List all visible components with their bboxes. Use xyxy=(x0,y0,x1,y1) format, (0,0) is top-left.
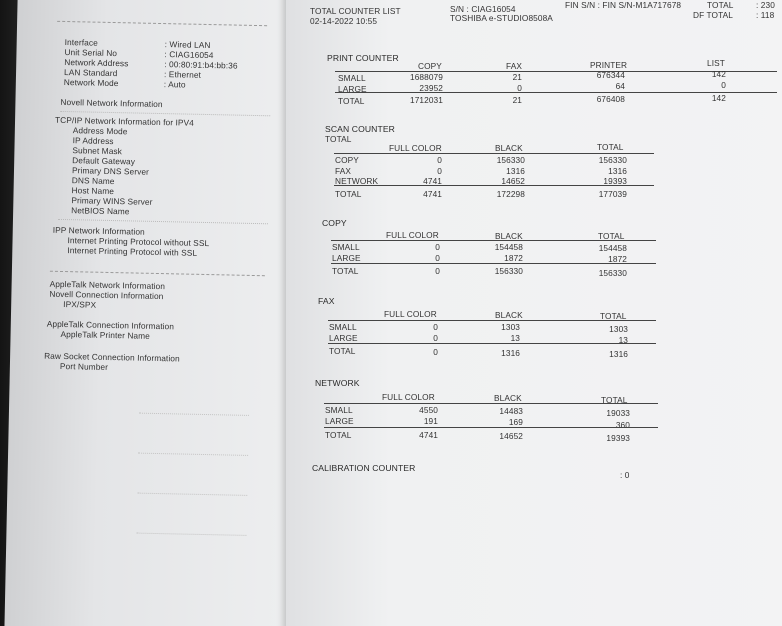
ipp-heading: IPP Network Information xyxy=(52,224,145,237)
row-label-total: TOTAL xyxy=(338,96,365,106)
tcpip-item: IP Address xyxy=(72,135,114,147)
cell-black: 1316 xyxy=(506,166,525,176)
column-header: FULL COLOR xyxy=(389,143,442,153)
appletalk-printer-label: AppleTalk Printer Name xyxy=(60,328,151,341)
cell-fullcolor: 4741 xyxy=(423,189,442,199)
copy-counter-title: COPY xyxy=(322,218,347,228)
cell-fax-large: 0 xyxy=(517,83,522,93)
cell-fullcolor: 191 xyxy=(423,416,438,426)
cell-fullcolor: 0 xyxy=(435,266,440,276)
cell-fullcolor: 0 xyxy=(437,166,442,176)
fin-serial: FIN S/N : FIN S/N-M1A717678 xyxy=(565,0,682,10)
cell-black: 169 xyxy=(508,417,523,427)
column-header: BLACK xyxy=(495,310,523,320)
novell-network-heading: Novell Network Information xyxy=(60,96,163,110)
cell-black: 1872 xyxy=(504,253,523,263)
tcpip-item: Address Mode xyxy=(72,125,128,137)
tcpip-item: Host Name xyxy=(71,185,115,197)
cell-copy-small: 1688079 xyxy=(409,72,443,82)
cell-fullcolor: 0 xyxy=(433,322,438,332)
row-label-fax: FAX xyxy=(335,166,351,176)
column-header: PRINTER xyxy=(590,60,628,70)
row-label-total: TOTAL xyxy=(335,189,362,199)
cell-total: 1316 xyxy=(608,166,627,176)
row-label-large: LARGE xyxy=(332,253,361,263)
field-value-network-mode: : Auto xyxy=(163,79,186,90)
cell-black: 172298 xyxy=(496,189,525,199)
field-value-lan-standard: : Ethernet xyxy=(163,69,202,80)
row-label-large: LARGE xyxy=(329,333,358,343)
scan-counter-subtitle: TOTAL xyxy=(325,134,352,144)
field-value-interface: : Wired LAN xyxy=(164,39,211,51)
row-label-total: TOTAL xyxy=(329,346,356,356)
cell-black: 14483 xyxy=(499,406,523,416)
cell-total: 19393 xyxy=(603,176,627,186)
network-counter-title: NETWORK xyxy=(315,378,360,388)
cell-total: 156330 xyxy=(598,268,627,278)
cell-total: 19393 xyxy=(606,433,630,443)
ipp-item: Internet Printing Protocol without SSL xyxy=(67,235,210,249)
column-header: FULL COLOR xyxy=(382,392,435,402)
cell-total: 177039 xyxy=(598,189,627,199)
serial-number: S/N : CIAG16054 xyxy=(450,4,516,14)
field-label-lan-standard: LAN Standard xyxy=(63,66,118,79)
cell-printer-large: 64 xyxy=(615,81,625,91)
row-label-network: NETWORK xyxy=(335,176,379,186)
raw-socket-heading: Raw Socket Connection Information xyxy=(44,350,180,364)
row-label-small: SMALL xyxy=(338,73,366,83)
row-label-small: SMALL xyxy=(325,405,353,415)
df-total-value: : 118 xyxy=(756,10,775,20)
cell-black: 13 xyxy=(510,333,520,343)
field-label-serial: Unit Serial No xyxy=(64,46,118,59)
column-header: TOTAL xyxy=(598,231,625,241)
field-label-network-mode: Network Mode xyxy=(63,76,119,89)
table-rule xyxy=(334,185,654,186)
tcpip-item: DNS Name xyxy=(71,175,115,187)
cell-black: 1303 xyxy=(501,322,520,332)
cell-total: 156330 xyxy=(598,155,627,165)
column-header: FAX xyxy=(506,61,522,71)
appletalk-network-heading: AppleTalk Network Information xyxy=(49,278,166,292)
table-rule xyxy=(324,427,658,428)
separator-dots xyxy=(57,21,267,26)
cell-total: 1872 xyxy=(608,254,627,264)
novell-connection-heading: Novell Connection Information xyxy=(49,288,164,302)
column-header: COPY xyxy=(418,61,442,71)
column-header: FULL COLOR xyxy=(384,309,437,319)
print-counter-title: PRINT COUNTER xyxy=(327,53,399,63)
column-header: BLACK xyxy=(495,143,523,153)
cell-total: 154458 xyxy=(598,243,627,253)
tcpip-item: Default Gateway xyxy=(72,155,136,167)
cell-fullcolor: 0 xyxy=(433,333,438,343)
cell-copy-total: 1712031 xyxy=(409,95,443,105)
row-label-total: TOTAL xyxy=(325,430,352,440)
table-rule xyxy=(324,403,658,404)
separator-dots xyxy=(50,271,265,277)
fax-counter-title: FAX xyxy=(318,296,335,306)
row-label-small: SMALL xyxy=(332,242,360,252)
field-label-interface: Interface xyxy=(64,36,98,48)
table-rule xyxy=(328,320,656,321)
ipp-item: Internet Printing Protocol with SSL xyxy=(67,245,198,258)
field-value-network-address: : 00:80:91:b4:bb:36 xyxy=(164,59,238,71)
column-header: FULL COLOR xyxy=(386,230,439,240)
cell-fullcolor: 0 xyxy=(435,253,440,263)
table-rule xyxy=(331,240,656,241)
cell-black: 154458 xyxy=(494,242,523,252)
total-label: TOTAL xyxy=(707,0,734,10)
cell-total: 19033 xyxy=(606,408,630,418)
column-header: BLACK xyxy=(495,231,523,241)
cell-total: 360 xyxy=(615,420,630,430)
table-rule xyxy=(331,263,656,264)
cell-list-large: 0 xyxy=(721,80,726,90)
cell-total: 13 xyxy=(618,335,628,345)
column-header: TOTAL xyxy=(597,142,624,152)
table-rule xyxy=(334,153,654,154)
cell-fullcolor: 4741 xyxy=(419,430,438,440)
column-header: TOTAL xyxy=(601,395,628,405)
column-header: BLACK xyxy=(494,393,522,403)
field-value-serial: : CIAG16054 xyxy=(164,49,214,61)
model-name: TOSHIBA e-STUDIO8508A xyxy=(450,13,553,23)
cell-black: 156330 xyxy=(496,155,525,165)
column-header: LIST xyxy=(707,58,725,68)
cell-printer-total: 676408 xyxy=(596,94,625,104)
cell-list-total: 142 xyxy=(711,93,726,103)
cell-total: 1303 xyxy=(609,324,628,334)
cell-fax-total: 21 xyxy=(512,95,522,105)
cell-fullcolor: 4741 xyxy=(423,176,442,186)
cell-black: 156330 xyxy=(494,266,523,276)
table-rule xyxy=(328,343,656,344)
cell-black: 14652 xyxy=(501,176,525,186)
separator-dots xyxy=(137,493,247,496)
scan-counter-title: SCAN COUNTER xyxy=(325,124,395,134)
total-value: : 230 xyxy=(756,0,775,10)
cell-black: 14652 xyxy=(499,431,523,441)
column-header: TOTAL xyxy=(600,311,627,321)
cell-total: 1316 xyxy=(609,349,628,359)
cell-fullcolor: 0 xyxy=(435,242,440,252)
row-label-copy: COPY xyxy=(335,155,359,165)
cell-list-small: 142 xyxy=(711,69,726,79)
calibration-counter-value: : 0 xyxy=(620,470,630,480)
tcpip-item: NetBIOS Name xyxy=(71,205,130,217)
row-label-total: TOTAL xyxy=(332,266,359,276)
cell-fullcolor: 0 xyxy=(437,155,442,165)
row-label-large: LARGE xyxy=(338,84,367,94)
separator-dots xyxy=(139,413,249,416)
separator-dots xyxy=(58,219,268,224)
ipx-spx-label: IPX/SPX xyxy=(63,299,97,310)
tcpip-item: Primary WINS Server xyxy=(71,195,153,207)
appletalk-connection-heading: AppleTalk Connection Information xyxy=(46,318,175,332)
row-label-small: SMALL xyxy=(329,322,357,332)
report-datetime: 02-14-2022 10:55 xyxy=(310,16,378,26)
cell-copy-large: 23952 xyxy=(419,83,443,93)
tcpip-heading: TCP/IP Network Information for IPV4 xyxy=(54,114,195,128)
cell-fullcolor: 4550 xyxy=(419,405,438,415)
row-label-large: LARGE xyxy=(325,416,354,426)
cell-printer-small: 676344 xyxy=(596,70,625,80)
separator-dots xyxy=(136,533,246,536)
report-title: TOTAL COUNTER LIST xyxy=(310,6,401,16)
df-total-label: DF TOTAL xyxy=(693,10,733,20)
cell-fax-small: 21 xyxy=(512,72,522,82)
tcpip-item: Subnet Mask xyxy=(72,145,123,157)
port-number-label: Port Number xyxy=(59,360,109,372)
calibration-counter-label: CALIBRATION COUNTER xyxy=(312,463,416,473)
tcpip-item: Primary DNS Server xyxy=(71,165,150,177)
cell-black: 1316 xyxy=(501,348,520,358)
left-page xyxy=(4,0,318,626)
field-label-network-address: Network Address xyxy=(64,56,129,69)
separator-dots xyxy=(138,453,248,456)
cell-fullcolor: 0 xyxy=(433,347,438,357)
